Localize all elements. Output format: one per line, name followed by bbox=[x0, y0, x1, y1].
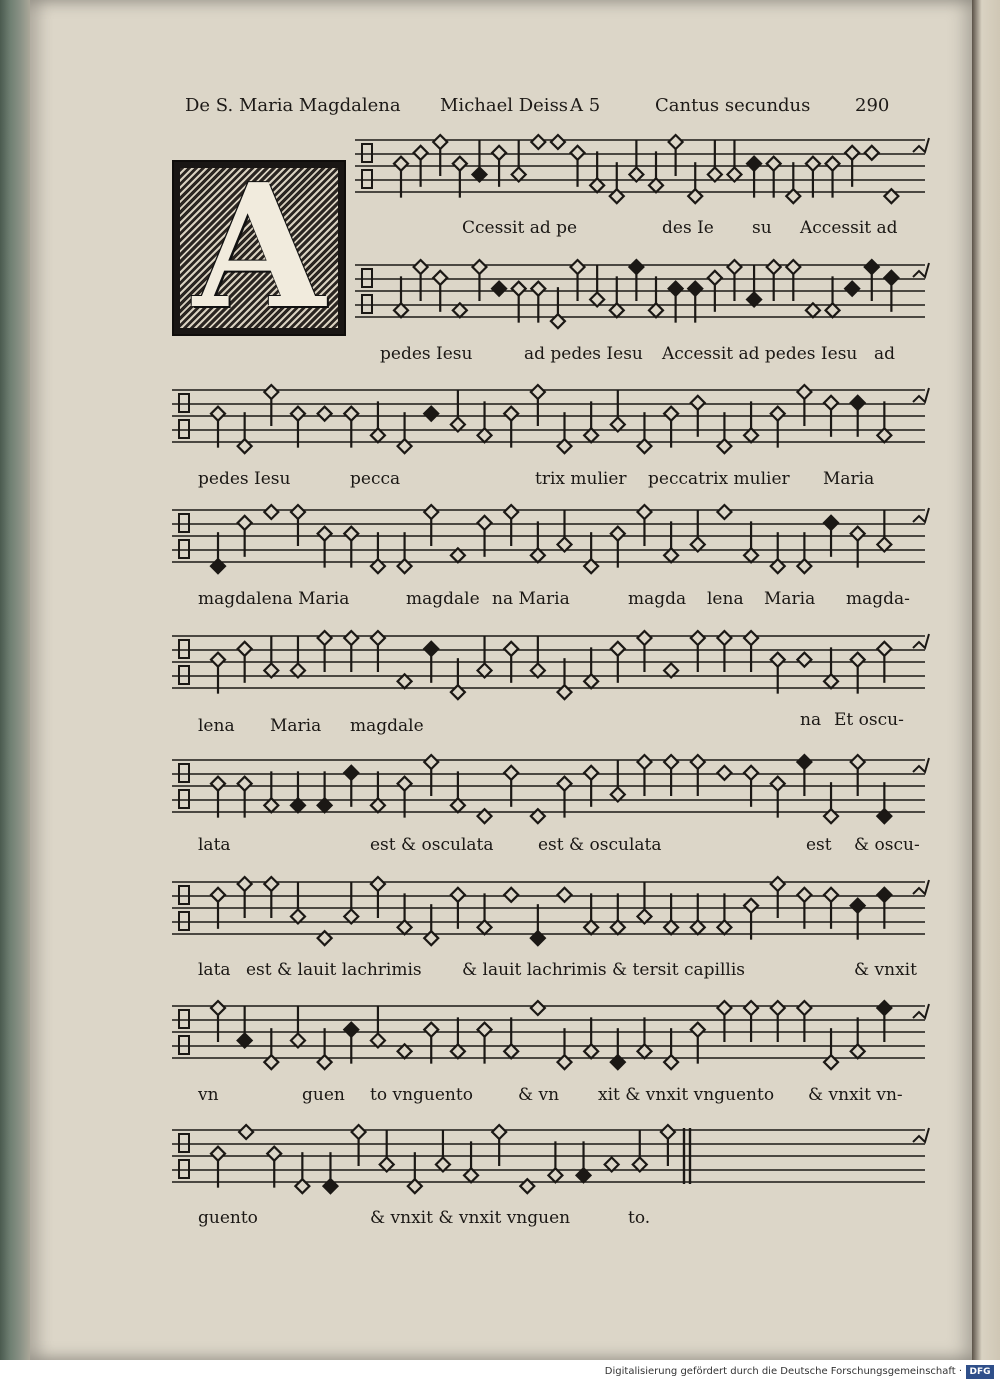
clef-mark bbox=[179, 1134, 189, 1152]
note-head bbox=[344, 631, 358, 645]
lyric-syllable: to. bbox=[628, 1208, 651, 1228]
lyric-syllable: Maria bbox=[764, 589, 816, 609]
note-head bbox=[424, 1023, 438, 1037]
clef-mark bbox=[179, 640, 189, 658]
note-head bbox=[664, 407, 678, 421]
clef-mark bbox=[179, 1036, 189, 1054]
note-head bbox=[691, 396, 705, 410]
note-head bbox=[571, 260, 585, 274]
note-head bbox=[504, 766, 518, 780]
clef-mark bbox=[179, 1010, 189, 1028]
note-head bbox=[786, 260, 800, 274]
clef-mark bbox=[179, 394, 189, 412]
note-head bbox=[637, 631, 651, 645]
note-head bbox=[531, 135, 545, 149]
lyric-syllable: & vnxit vn- bbox=[808, 1085, 903, 1105]
note-head bbox=[531, 385, 545, 399]
note-head bbox=[424, 407, 438, 421]
lyric-syllable: lena bbox=[707, 589, 744, 609]
lyric-syllable: & vn bbox=[518, 1085, 560, 1105]
lyric-syllable: pecca bbox=[350, 469, 401, 489]
clef-mark bbox=[179, 420, 189, 438]
note-head bbox=[664, 755, 678, 769]
lyric-syllable: Maria bbox=[270, 716, 322, 736]
note-head bbox=[267, 1147, 281, 1161]
note-head bbox=[531, 282, 545, 296]
note-head bbox=[824, 396, 838, 410]
lyric-syllable: magdalena Maria bbox=[198, 589, 350, 609]
note-head bbox=[691, 631, 705, 645]
lyric-syllable: ad pedes Iesu bbox=[524, 344, 643, 364]
note-head bbox=[629, 260, 643, 274]
note-head bbox=[414, 260, 428, 274]
note-head bbox=[211, 1001, 225, 1015]
note-head bbox=[877, 642, 891, 656]
note-head bbox=[424, 755, 438, 769]
note-head bbox=[611, 527, 625, 541]
lyric-syllable: guento bbox=[198, 1208, 258, 1228]
note-head bbox=[238, 877, 252, 891]
note-head bbox=[637, 505, 651, 519]
note-head bbox=[211, 888, 225, 902]
clef-mark bbox=[362, 144, 372, 162]
note-head bbox=[571, 146, 585, 160]
note-head bbox=[238, 777, 252, 791]
lyric-syllable: est & osculata bbox=[370, 835, 494, 855]
note-head bbox=[845, 282, 859, 296]
note-head bbox=[851, 755, 865, 769]
lyric-syllable: lena bbox=[198, 716, 235, 736]
note-head bbox=[708, 271, 722, 285]
note-head bbox=[826, 157, 840, 171]
note-head bbox=[344, 407, 358, 421]
clef-mark bbox=[179, 1160, 189, 1178]
lyric-syllable: lata bbox=[198, 960, 231, 980]
lyric-syllable: & oscu- bbox=[854, 835, 920, 855]
clef-mark bbox=[179, 514, 189, 532]
lyric-syllable: su bbox=[752, 218, 772, 238]
note-head bbox=[806, 157, 820, 171]
note-head bbox=[824, 516, 838, 530]
note-head bbox=[611, 642, 625, 656]
lyric-syllable: est & lauit lachrimis bbox=[246, 960, 422, 980]
lyric-syllable: magda bbox=[628, 589, 687, 609]
note-head bbox=[771, 777, 785, 791]
note-head bbox=[344, 527, 358, 541]
lyric-syllable: Maria bbox=[823, 469, 875, 489]
header-composer: Michael Deiss bbox=[440, 95, 569, 116]
clef-mark bbox=[362, 295, 372, 313]
note-head bbox=[344, 766, 358, 780]
note-head bbox=[771, 877, 785, 891]
note-head bbox=[531, 1001, 545, 1015]
note-head bbox=[398, 777, 412, 791]
note-head bbox=[478, 516, 492, 530]
note-head bbox=[584, 766, 598, 780]
note-head bbox=[264, 877, 278, 891]
note-head bbox=[352, 1125, 366, 1139]
note-head bbox=[717, 505, 731, 519]
note-head bbox=[424, 642, 438, 656]
lyric-syllable: lata bbox=[198, 835, 231, 855]
footer-credit: Digitalisierung gefördert durch die Deutsche Forschungsgemeinschaft · bbox=[604, 1366, 962, 1377]
note-head bbox=[851, 899, 865, 913]
note-head bbox=[691, 1023, 705, 1037]
note-head bbox=[504, 642, 518, 656]
lyric-syllable: peccatrix mulier bbox=[648, 469, 790, 489]
note-head bbox=[747, 157, 761, 171]
lyric-syllable: guen bbox=[302, 1085, 345, 1105]
note-head bbox=[264, 385, 278, 399]
note-head bbox=[551, 135, 565, 149]
note-head bbox=[744, 899, 758, 913]
note-head bbox=[478, 1023, 492, 1037]
note-head bbox=[669, 135, 683, 149]
header-voices: A 5 bbox=[570, 95, 601, 116]
note-head bbox=[851, 527, 865, 541]
note-head bbox=[453, 157, 467, 171]
note-head bbox=[771, 653, 785, 667]
lyric-syllable: & vnxit & vnxit vnguen bbox=[370, 1208, 571, 1228]
note-head bbox=[504, 407, 518, 421]
note-head bbox=[424, 505, 438, 519]
note-head bbox=[744, 631, 758, 645]
note-head bbox=[744, 766, 758, 780]
page-number: 290 bbox=[855, 95, 890, 116]
note-head bbox=[558, 777, 572, 791]
note-head bbox=[727, 260, 741, 274]
lyric-syllable: pedes Iesu bbox=[198, 469, 291, 489]
note-head bbox=[877, 888, 891, 902]
note-head bbox=[688, 282, 702, 296]
note-head bbox=[492, 146, 506, 160]
lyric-syllable: & vnxit bbox=[854, 960, 917, 980]
note-head bbox=[492, 282, 506, 296]
note-head bbox=[717, 631, 731, 645]
lyric-syllable: magdale bbox=[406, 589, 480, 609]
clef-mark bbox=[179, 666, 189, 684]
note-head bbox=[884, 271, 898, 285]
lyric-syllable: ad bbox=[874, 344, 896, 364]
dfg-logo: DFG bbox=[966, 1365, 994, 1379]
note-head bbox=[797, 653, 811, 667]
note-head bbox=[851, 396, 865, 410]
note-head bbox=[371, 631, 385, 645]
note-head bbox=[771, 407, 785, 421]
note-head bbox=[211, 1147, 225, 1161]
lyric-syllable: Ccessit ad pe bbox=[462, 218, 578, 238]
clef-mark bbox=[362, 170, 372, 188]
clef-mark bbox=[179, 764, 189, 782]
note-head bbox=[318, 527, 332, 541]
note-head bbox=[797, 755, 811, 769]
lyric-syllable: xit & vnxit vnguento bbox=[598, 1085, 775, 1105]
note-head bbox=[318, 631, 332, 645]
note-head bbox=[865, 260, 879, 274]
note-head bbox=[239, 1125, 253, 1139]
clef-mark bbox=[362, 269, 372, 287]
lyric-syllable: na bbox=[800, 710, 822, 730]
clef-mark bbox=[179, 790, 189, 808]
lyric-syllable: na Maria bbox=[492, 589, 570, 609]
lyric-syllable: trix mulier bbox=[535, 469, 627, 489]
note-head bbox=[767, 260, 781, 274]
note-head bbox=[512, 282, 526, 296]
note-head bbox=[211, 407, 225, 421]
clef-mark bbox=[179, 912, 189, 930]
clef-mark bbox=[179, 540, 189, 558]
clef-mark bbox=[179, 886, 189, 904]
lyric-syllable: pedes Iesu bbox=[380, 344, 473, 364]
note-head bbox=[414, 146, 428, 160]
note-head bbox=[824, 888, 838, 902]
note-head bbox=[291, 505, 305, 519]
note-head bbox=[211, 653, 225, 667]
note-head bbox=[318, 407, 332, 421]
note-head bbox=[504, 505, 518, 519]
note-head bbox=[211, 777, 225, 791]
note-head bbox=[637, 755, 651, 769]
note-head bbox=[845, 146, 859, 160]
note-head bbox=[291, 407, 305, 421]
note-head bbox=[851, 653, 865, 667]
note-head bbox=[451, 888, 465, 902]
note-head bbox=[717, 1001, 731, 1015]
note-head bbox=[797, 1001, 811, 1015]
note-head bbox=[797, 888, 811, 902]
lyric-syllable: magdale bbox=[350, 716, 424, 736]
note-head bbox=[264, 505, 278, 519]
note-head bbox=[771, 1001, 785, 1015]
lyric-syllable: vn bbox=[198, 1085, 219, 1105]
note-head bbox=[691, 755, 705, 769]
lyric-syllable: Accessit ad bbox=[800, 218, 898, 238]
note-head bbox=[744, 1001, 758, 1015]
lyric-syllable: Et oscu- bbox=[834, 710, 904, 730]
lyric-syllable: Accessit ad pedes Iesu bbox=[662, 344, 858, 364]
lyric-syllable: & lauit lachrimis & tersit capillis bbox=[462, 960, 745, 980]
note-head bbox=[669, 282, 683, 296]
note-head bbox=[717, 766, 731, 780]
note-head bbox=[767, 157, 781, 171]
header-title: De S. Maria Magdalena bbox=[185, 95, 401, 116]
lyric-syllable: des Ie bbox=[662, 218, 714, 238]
note-head bbox=[492, 1125, 506, 1139]
note-head bbox=[797, 385, 811, 399]
note-head bbox=[504, 888, 518, 902]
note-head bbox=[394, 157, 408, 171]
note-head bbox=[344, 1023, 358, 1037]
lyric-syllable: est bbox=[806, 835, 832, 855]
note-head bbox=[661, 1125, 675, 1139]
lyric-syllable: to vnguento bbox=[370, 1085, 473, 1105]
lyric-syllable: est & osculata bbox=[538, 835, 662, 855]
header-voice-part: Cantus secundus bbox=[655, 95, 811, 116]
note-head bbox=[371, 877, 385, 891]
initial-letter: A bbox=[193, 147, 325, 347]
note-head bbox=[433, 271, 447, 285]
lyric-syllable: magda- bbox=[846, 589, 910, 609]
note-head bbox=[433, 135, 447, 149]
note-head bbox=[238, 642, 252, 656]
note-head bbox=[472, 260, 486, 274]
note-head bbox=[865, 146, 879, 160]
note-head bbox=[238, 516, 252, 530]
note-head bbox=[877, 1001, 891, 1015]
note-head bbox=[558, 888, 572, 902]
